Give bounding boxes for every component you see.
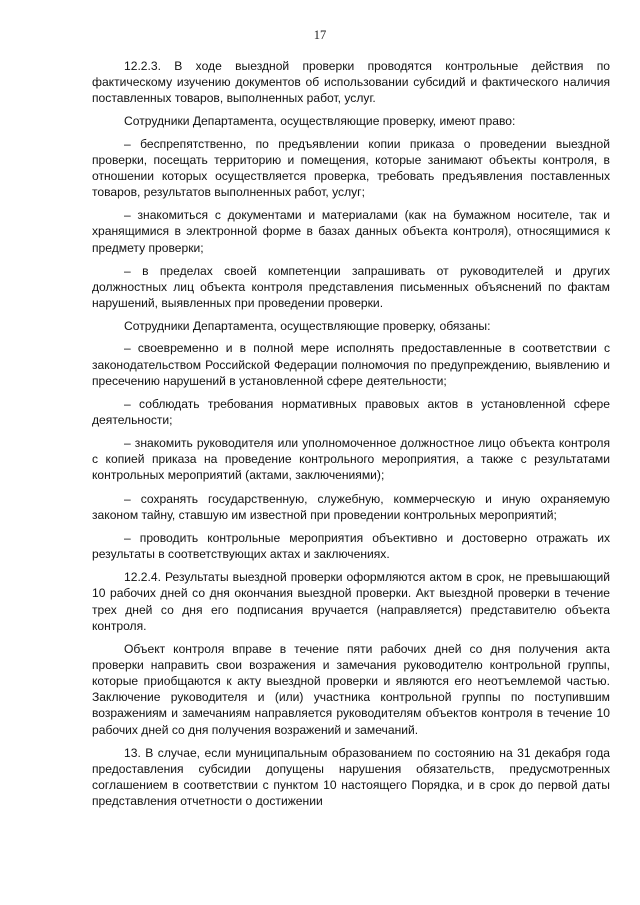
- paragraph-12-2-3: 12.2.3. В ходе выездной проверки проводятся контрольные действия по фактическому изучению документов об использовании субсидий и фактического наличия поставленных товаров, выполненных работ, услуг.: [92, 59, 610, 106]
- rights-heading: Сотрудники Департамента, осуществляющие проверку, имеют право:: [124, 114, 516, 129]
- duties-item-comply: – соблюдать требования нормативных правовых актов в установленной сфере деятельности;: [92, 396, 610, 427]
- paragraph-objections: Объект контроля вправе в течение пяти рабочих дней со дня получения акта проверки направить свои возражения и замечания руководителю контрольной группы, которые приобщаются к акту выездной проверки и являются его неотъемлемой частью. Заключение руководителя и (или) участника контрольной группы по поступившим возражениям и замечаниям направляется руководителям объектов контроля в течение 10 рабочих дней со дня получения возражений и замечаний.: [92, 641, 610, 737]
- paragraph-12-2-4: 12.2.4. Результаты выездной проверки оформляются актом в срок, не превышающий 10 рабочих дней со дня окончания выездной проверки. Акт выездной проверки в течение трех дней со дня его подписания вручается (направляется) представителю объекта контроля.: [92, 570, 610, 633]
- duties-item-powers: – своевременно и в полной мере исполнять предоставленные в соответствии с законодательством Российской Федерации полномочия по предупреждению, выявлению и пресечению нарушений в установленной сфере деятельности;: [92, 341, 610, 388]
- duties-item-objective: – проводить контрольные мероприятия объективно и достоверно отражать их результаты в соответствующих актах и заключениях.: [92, 530, 610, 562]
- document-body: [92, 58, 610, 809]
- duties-heading: Сотрудники Департамента, осуществляющие проверку, обязаны:: [124, 319, 491, 334]
- duties-item-acquaint: – знакомить руководителя или уполномоченное должностное лицо объекта контроля с копией приказа на проведение контрольного мероприятия, а также с результатами контрольных мероприятий (актами, заключениями);: [92, 436, 610, 483]
- rights-item-documents: – знакомиться с документами и материалами (как на бумажном носителе, так и хранящимися в электронной форме в базах данных объекта контроля), относящимися к предмету проверки;: [92, 208, 610, 255]
- rights-item-explanations: – в пределах своей компетенции запрашивать от руководителей и других должностных лиц объекта контроля представления письменных объяснений по фактам нарушений, выявленных при проведении проверки.: [92, 263, 610, 311]
- duties-item-secrecy: – сохранять государственную, служебную, коммерческую и иную охраняемую законом тайну, ставшую им известной при проведении контрольных мероприятий;: [92, 491, 610, 522]
- paragraph-13: 13. В случае, если муниципальным образованием по состоянию на 31 декабря года предоставления субсидии допущены нарушения обязательств, предусмотренных соглашением в соответствии с пунктом 10 настоящего Порядка, и в срок до первой даты представления отчетности о достижении: [92, 745, 610, 809]
- rights-item-visit: – беспрепятственно, по предъявлении копии приказа о проведении выездной проверки, посещать территорию и помещения, которые занимают объекты контроля, в отношении которых осуществляется проверка, требовать предъявления поставленных товаров, результатов выполненных работ, услуг;: [92, 136, 610, 200]
- page-number: 17: [313, 28, 327, 42]
